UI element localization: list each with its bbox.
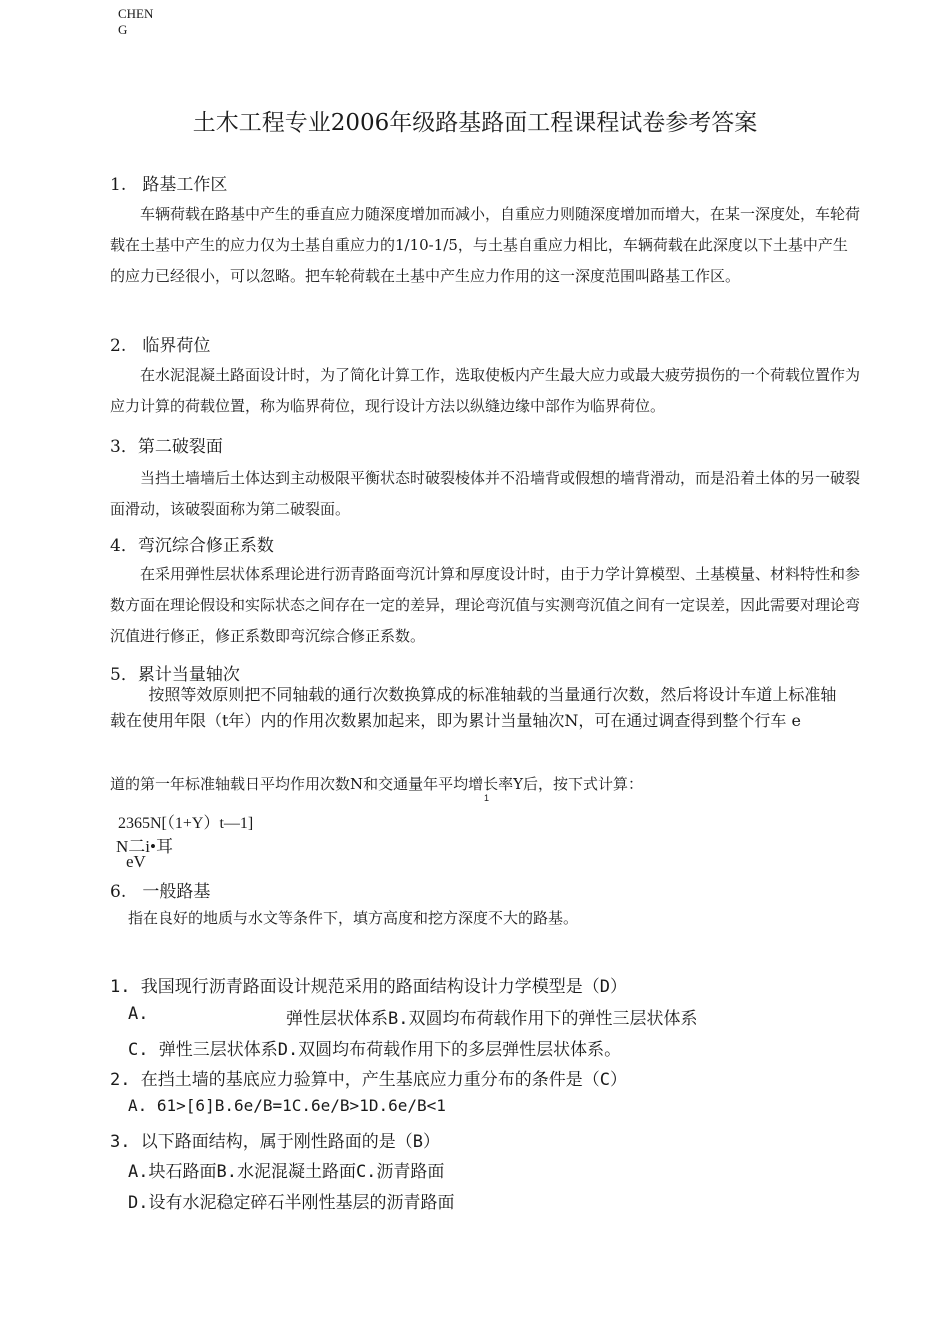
formula-line-1: 2365N[（1+Y）t—1] [118,815,254,832]
section-6-body: 指在良好的地质与水文等条件下，填方高度和挖方深度不大的路基。 [128,909,579,927]
section-5-body: 按照等效原则把不同轴载的通行次数换算成的标准轴载的当量通行次数，然后将设计车道上标准轴载在使用年限（t年）内的作用次数累加起来，即为累计当量轴次N，可在通过调查得到整个行车 e [110,685,837,730]
section-4-body: 在采用弹性层状体系理论进行沥青路面弯沉计算和厚度设计时，由于力学计算模型、土基模量、材料特性和参数方面在理论假设和实际状态之间存在一定的差异，理论弯沉值与实测弯沉值之间有一定误差，因此需要对理论弯沉值进行修正，修正系数即弯沉综合修正系数。 [110,565,861,645]
section-3-body: 当挡土墙墙后土体达到主动极限平衡状态时破裂棱体并不沿墙背或假想的墙背滑动，而是沿着土体的另一破裂面滑动，该破裂面称为第二破裂面。 [110,469,861,518]
question-1-stem: 1. 我国现行沥青路面设计规范采用的路面结构设计力学模型是（D） [110,977,627,997]
question-1-option-a-label: A. [128,1004,149,1024]
formula-line-2: N二i•耳 [116,837,173,856]
question-3-options-line-2: D.设有水泥稳定碎石半刚性基层的沥青路面 [128,1193,455,1213]
section-5-line2: 道的第一年标准轴载日平均作用次数N和交通量年平均增长率Y后，按下式计算： [110,775,644,793]
section-2-body: 在水泥混凝土路面设计时，为了简化计算工作，选取使板内产生最大应力或最大疲劳损伤的一个荷载位置作为应力计算的荷载位置，称为临界荷位，现行设计方法以纵缝边缘中部作为临界荷位。 [110,366,861,415]
formula-line-3: eV [126,852,146,871]
section-1-body: 车辆荷载在路基中产生的垂直应力随深度增加而减小，自重应力则随深度增加而增大，在某一深度处，车轮荷载在土基中产生的应力仅为土基自重应力的1/10-1/5，与土基自重应力相比，车辆荷载在此深度以下土基中产生的应力已经很小，可以忽略。把车轮荷载在土基中产生应力作用的这一深度范围叫路基工作区。 [110,205,861,285]
document-title: 土木工程专业2006年级路基路面工程课程试卷参考答案 [192,110,758,136]
section-2-heading: 2. 临界荷位 [110,336,211,356]
question-2-options: A. 61>[6]B.6e/B=1C.6e/B>1D.6e/B<1 [128,1096,446,1115]
section-3-heading: 3．第二破裂面 [110,437,223,457]
section-1-heading: 1. 路基工作区 [110,175,228,195]
question-2-stem: 2. 在挡土墙的基底应力验算中，产生基底应力重分布的条件是（C） [110,1070,627,1090]
question-1-option-c: C. 弹性三层状体系D.双圆均布荷载作用下的多层弹性层状体系。 [128,1040,622,1060]
section-6-heading: 6. 一般路基 [110,882,211,902]
question-1-option-a: 弹性层状体系B.双圆均布荷载作用下的弹性三层状体系 [286,1009,698,1029]
question-3-stem: 3. 以下路面结构，属于刚性路面的是（B） [110,1132,440,1152]
section-5-heading: 5．累计当量轴次 [110,665,240,685]
header-mark: CHEN G [118,6,154,37]
subscript-mark: 1 [484,793,490,803]
section-4-heading: 4．弯沉综合修正系数 [110,536,274,556]
question-3-options-line-1: A.块石路面B.水泥混凝土路面C.沥青路面 [128,1162,445,1182]
